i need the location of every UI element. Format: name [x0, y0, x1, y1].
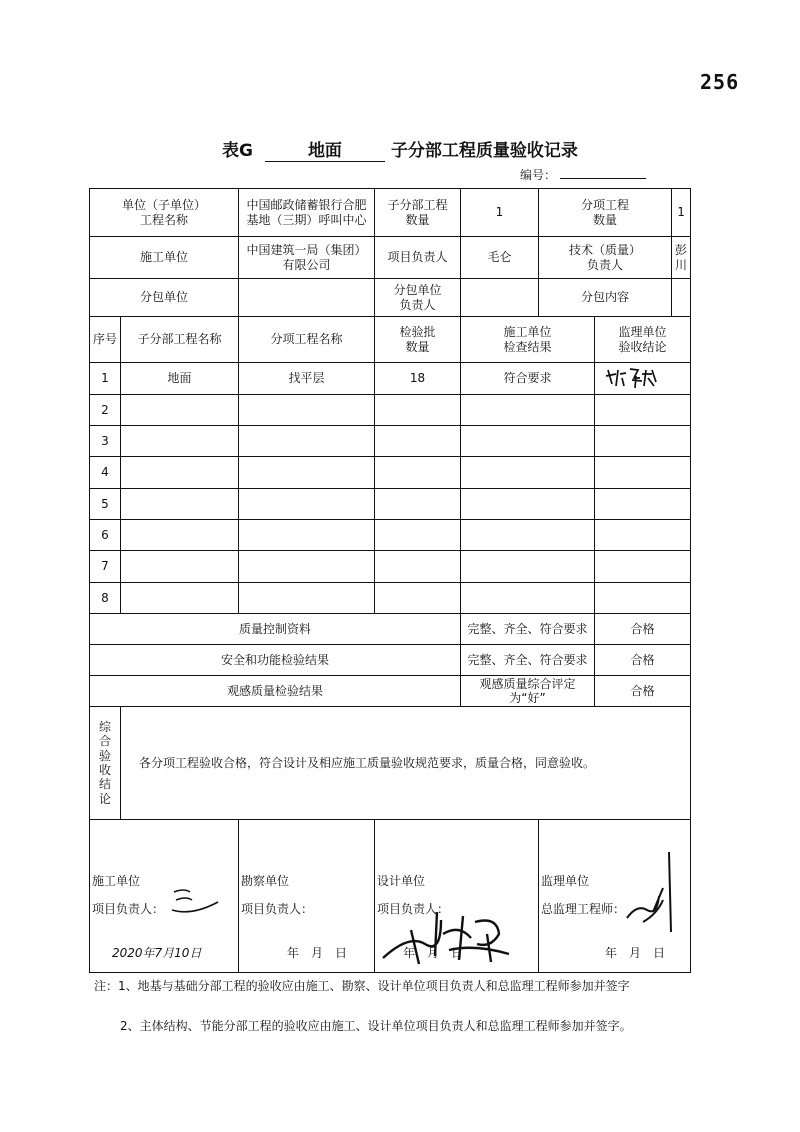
row-check: [461, 395, 595, 426]
row-no: 4: [90, 457, 121, 489]
row-count: [375, 583, 461, 614]
sub-count-label: 子分部工程 数量: [375, 189, 461, 237]
col-header-count: 检验批 数量: [375, 317, 461, 363]
row-no: 6: [90, 520, 121, 551]
design-signature: [379, 904, 519, 968]
row-no: 5: [90, 489, 121, 520]
sign-survey: [239, 820, 375, 973]
row-count: [375, 551, 461, 583]
sign-survey-date: 年 月 日: [287, 946, 348, 960]
unit-label: 单位（子单位） 工程名称: [90, 189, 239, 237]
tech-label: 技术（质量） 负责人: [539, 237, 672, 279]
item-count-value: 1: [672, 189, 691, 237]
document-code: [520, 166, 646, 183]
sign-design-person: 项目负责人：: [377, 902, 450, 916]
quality-result: 合格: [595, 645, 691, 676]
row-supervision: [595, 457, 691, 489]
signature-row: [90, 820, 691, 973]
row-item: [239, 551, 375, 583]
sign-construction-date: 2020年7月10日: [112, 946, 202, 960]
sign-supervision: [539, 820, 691, 973]
subcontractor-label: 分包单位: [90, 279, 239, 317]
sign-supervision-unit: 监理单位: [541, 874, 590, 888]
row-item: [239, 457, 375, 489]
col-header-sub: 子分部工程名称: [121, 317, 239, 363]
row-supervision: [595, 395, 691, 426]
item-count-label: 分项工程 数量: [539, 189, 672, 237]
sign-construction-person: 项目负责人：: [92, 902, 165, 916]
row-item: [239, 426, 375, 457]
sub-content-value: [672, 279, 691, 317]
row-check: [461, 583, 595, 614]
contractor-value: 中国建筑一局（集团） 有限公司: [239, 237, 375, 279]
supervision-signature: [623, 848, 683, 938]
row-no: 7: [90, 551, 121, 583]
sign-survey-person: 项目负责人：: [241, 902, 314, 916]
quality-check: 完整、齐全、符合要求: [461, 614, 595, 645]
row-sub: [121, 551, 239, 583]
row-sub: [121, 520, 239, 551]
quality-check: 观感质量综合评定为“好”: [461, 676, 595, 707]
row-no: 1: [90, 363, 121, 395]
sign-supervision-person: 总监理工程师：: [541, 902, 626, 916]
column-header-row: [90, 317, 691, 363]
sub-pm-label: 分包单位 负责人: [375, 279, 461, 317]
row-supervision: [595, 426, 691, 457]
handwritten-conclusion: [598, 364, 688, 390]
row-no: 8: [90, 583, 121, 614]
subcontractor-value: [239, 279, 375, 317]
sign-construction: [90, 820, 239, 973]
sign-survey-unit: 勘察单位: [241, 874, 290, 888]
row-check: [461, 520, 595, 551]
row-count: [375, 489, 461, 520]
quality-label: 观感质量检验结果: [90, 676, 461, 707]
quality-label: 质量控制资料: [90, 614, 461, 645]
col-header-check: 施工单位 检查结果: [461, 317, 595, 363]
quality-result: 合格: [595, 614, 691, 645]
quality-check: 完整、齐全、符合要求: [461, 645, 595, 676]
pm-value: 毛仑: [461, 237, 539, 279]
table-row: [90, 520, 691, 551]
note-2: 2、主体结构、节能分部工程的验收应由施工、设计单位项目负责人和总监理工程师参加并签字。: [120, 1019, 632, 1033]
sub-pm-value: [461, 279, 539, 317]
sign-design-unit: 设计单位: [377, 874, 426, 888]
col-header-no: 序号: [90, 317, 121, 363]
code-blank: [560, 178, 646, 179]
sub-content-label: 分包内容: [539, 279, 672, 317]
quality-row: [90, 676, 691, 707]
quality-row: [90, 645, 691, 676]
row-no: 3: [90, 426, 121, 457]
row-supervision-handwritten: [595, 363, 691, 395]
row-count: 18: [375, 363, 461, 395]
quality-label: 安全和功能检验结果: [90, 645, 461, 676]
pm-label: 项目负责人: [375, 237, 461, 279]
sign-construction-unit: 施工单位: [92, 874, 141, 888]
row-check: [461, 457, 595, 489]
contractor-label: 施工单位: [90, 237, 239, 279]
sub-count-value: 1: [461, 189, 539, 237]
row-count: [375, 426, 461, 457]
table-row: [90, 489, 691, 520]
row-check: [461, 551, 595, 583]
row-sub: [121, 489, 239, 520]
row-check: [461, 489, 595, 520]
row-supervision: [595, 489, 691, 520]
row-item: [239, 520, 375, 551]
sign-supervision-date: 年 月 日: [605, 946, 666, 960]
row-count: [375, 395, 461, 426]
row-item: [239, 489, 375, 520]
row-count: [375, 457, 461, 489]
conclusion-row: [90, 707, 691, 820]
page-number: 256: [700, 70, 740, 94]
row-check: 符合要求: [461, 363, 595, 395]
quality-row: [90, 614, 691, 645]
row-supervision: [595, 520, 691, 551]
header-row-unit: [90, 189, 691, 237]
row-sub: [121, 426, 239, 457]
row-item: [239, 583, 375, 614]
sign-design-date: 年 月 日: [403, 946, 464, 960]
row-sub: 地面: [121, 363, 239, 395]
row-supervision: [595, 551, 691, 583]
table-row: [90, 551, 691, 583]
tech-value: 彭川: [672, 237, 691, 279]
row-check: [461, 426, 595, 457]
construction-signature: [172, 886, 222, 916]
table-row: [90, 395, 691, 426]
row-supervision: [595, 583, 691, 614]
table-row: [90, 363, 691, 395]
row-item: 找平层: [239, 363, 375, 395]
quality-result: 合格: [595, 676, 691, 707]
row-no: 2: [90, 395, 121, 426]
title-name: 地面: [265, 136, 385, 162]
table-row: [90, 583, 691, 614]
sign-design: [375, 820, 539, 973]
col-header-supervision: 监理单位 验收结论: [595, 317, 691, 363]
note-1: 注：1、地基与基础分部工程的验收应由施工、勘察、设计单位项目负责人和总监理工程师参加并签字: [94, 979, 630, 993]
page-title: [0, 136, 800, 162]
header-row-contractor: [90, 237, 691, 279]
row-sub: [121, 457, 239, 489]
table-row: [90, 457, 691, 489]
unit-value: 中国邮政储蓄银行合肥 基地（三期）呼叫中心: [239, 189, 375, 237]
title-suffix: 子分部工程质量验收记录: [390, 141, 578, 161]
row-sub: [121, 583, 239, 614]
row-sub: [121, 395, 239, 426]
code-label: 编号：: [520, 168, 557, 182]
row-count: [375, 520, 461, 551]
conclusion-label: 综 合 验 收 结 论: [90, 707, 121, 820]
conclusion-text: 各分项工程验收合格，符合设计及相应施工质量验收规范要求，质量合格，同意验收。: [121, 707, 691, 820]
col-header-item: 分项工程名称: [239, 317, 375, 363]
table-row: [90, 426, 691, 457]
acceptance-table: [89, 188, 691, 973]
title-prefix: 表G: [222, 141, 254, 161]
header-row-subcontractor: [90, 279, 691, 317]
row-item: [239, 395, 375, 426]
